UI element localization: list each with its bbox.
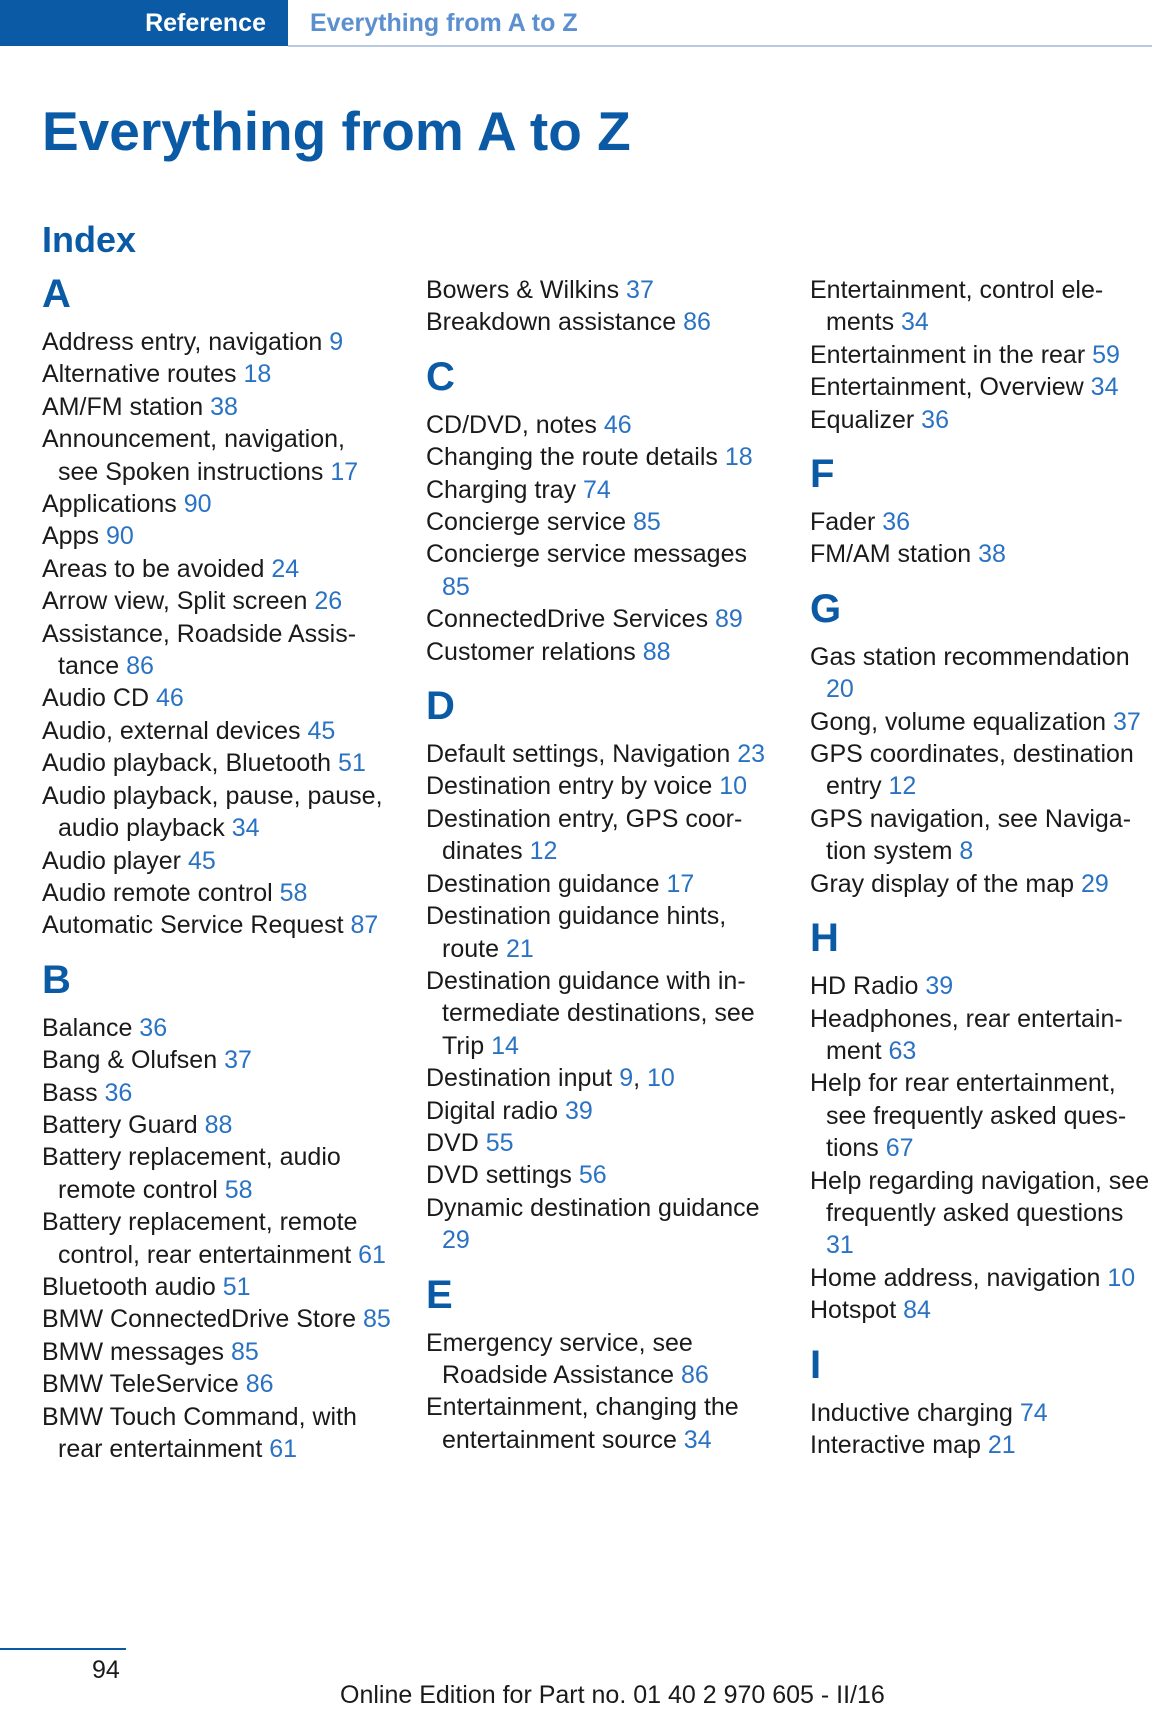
index-entry-text: GPS navigation, see Navigation system (810, 804, 1132, 866)
index-entry (42, 488, 392, 520)
index-entry-text: Equalizer (810, 405, 922, 434)
index-entry (810, 538, 1150, 570)
index-entry-text: Interactive map (810, 1430, 988, 1459)
index-entry (810, 803, 1150, 868)
page-ref-link[interactable]: 37 (1112, 707, 1141, 736)
index-entry (426, 474, 776, 506)
page-ref-link[interactable]: 89 (715, 605, 743, 634)
index-entry-text: BMW ConnectedDrive Store (42, 1305, 363, 1334)
page-ref-link[interactable]: 37 (626, 276, 654, 304)
index-entry-text: Entertainment, Overview (810, 373, 1091, 402)
index-entry-text: Alternative routes (42, 360, 244, 389)
index-entry (42, 326, 392, 358)
index-entry-text: Destination guidance hints, route (426, 902, 727, 963)
page-ref-link[interactable]: 61 (358, 1240, 386, 1269)
page-ref-link[interactable]: 85 (362, 1305, 391, 1334)
index-entry-text: Balance (42, 1013, 140, 1042)
index-entry-text: Bang & Olufsen (42, 1046, 225, 1075)
index-entry-text: Digital radio (426, 1096, 565, 1125)
page-ref-link[interactable]: 21 (987, 1430, 1016, 1459)
page-ref-link[interactable]: 51 (222, 1272, 251, 1301)
index-entry: Destination input 9, 10 (426, 1064, 675, 1093)
index-entry (42, 1141, 392, 1206)
index-entry-text: Destination entry, GPS coordinates (426, 804, 743, 866)
index-entry-text: Assistance, Roadside Assistance (42, 619, 357, 681)
index-entry-text: Battery replacement, audio remote control (42, 1143, 341, 1204)
index-entry-text: Areas to be avoided (42, 554, 272, 583)
page-ref-link[interactable]: 17 (330, 457, 359, 486)
index-entry-text: Gray display of the map (810, 869, 1081, 898)
index-entry (426, 965, 776, 1062)
index-entry (42, 877, 392, 909)
index-entry (42, 1303, 392, 1335)
page-ref-link[interactable]: 21 (505, 934, 534, 963)
index-entry-text: Address entry, navigation (42, 328, 330, 356)
page-ref-link[interactable]: 56 (578, 1161, 607, 1190)
index-entry-text: BMW Touch Command, with rear entertainment (42, 1402, 357, 1463)
index-letter-c: C (426, 354, 455, 399)
index-entry (42, 1368, 392, 1400)
index-entry (810, 339, 1150, 371)
index-entry-text: Customer relations (426, 637, 643, 666)
index-entry-text: Applications (42, 490, 184, 519)
index-entry (810, 970, 1150, 1002)
index-entry-text: Audio, external devices (42, 716, 308, 745)
index-entry-text: Hotspot (810, 1296, 904, 1325)
tab-current-section[interactable]: Everything from A to Z (310, 8, 578, 37)
page-ref-link[interactable]: 58 (224, 1175, 253, 1204)
page-ref-link[interactable]: 87 (350, 911, 379, 940)
index-entry-text: AM/FM station (42, 392, 211, 421)
index-entry-text: Automatic Service Request (42, 911, 351, 940)
index-entry (42, 1109, 392, 1141)
index-entry-text: Gong, volume equalization (810, 707, 1113, 736)
index-letter-h: H (810, 916, 839, 961)
index-letter-i: I (810, 1342, 822, 1387)
index-column-2 (426, 274, 776, 1456)
page-ref-link[interactable]: 10 (647, 1064, 675, 1093)
page-ref-link[interactable]: 38 (978, 540, 1006, 569)
page-ref-link[interactable]: 26 (314, 587, 343, 616)
index-entry (42, 1077, 392, 1109)
index-entry (42, 618, 392, 683)
index-entry (810, 404, 1150, 436)
page-ref-link[interactable]: 29 (1080, 869, 1109, 898)
page-ref-link[interactable]: 18 (243, 360, 272, 389)
index-entry-text: HD Radio (810, 972, 926, 1001)
page-ref-link[interactable]: 46 (603, 410, 632, 439)
index-entry-text: Audio CD (42, 684, 156, 713)
page-ref-link[interactable]: 90 (105, 522, 134, 551)
index-entry-text: Inductive charging (810, 1398, 1020, 1427)
index-letter-d: D (426, 684, 455, 729)
index-entry (426, 1095, 776, 1127)
index-entry-text: Entertainment in the rear (810, 340, 1093, 369)
index-entry-text: Help for rear entertainment, see frequently asked questions (810, 1069, 1127, 1163)
page-title: Everything from A to Z (42, 100, 631, 162)
index-entry-text: Destination input (426, 1064, 620, 1093)
index-entry-text: Bluetooth audio (42, 1272, 223, 1301)
index-entry (42, 1012, 392, 1044)
index-entry (810, 506, 1150, 538)
index-entry (810, 371, 1150, 403)
index-entry (426, 274, 776, 306)
page-ref-link[interactable]: 24 (271, 554, 300, 583)
index-entry (42, 1044, 392, 1076)
page-ref-link[interactable]: 86 (126, 652, 154, 681)
page-ref-link[interactable]: 12 (529, 837, 558, 866)
page-number: 94 (92, 1656, 120, 1684)
index-entry (42, 391, 392, 423)
index-entry-text: BMW messages (42, 1337, 231, 1366)
index-entry (426, 441, 776, 473)
index-entry-text: Battery replacement, remote control, rear entertainment (42, 1208, 359, 1269)
index-entry-text: CD/DVD, notes (426, 410, 604, 439)
index-entry-text: Home address, navigation (810, 1263, 1108, 1292)
index-letter-f: F (810, 452, 835, 497)
page-ref-link[interactable]: 39 (564, 1096, 593, 1125)
index-entry (42, 553, 392, 585)
page-ref-link[interactable]: 74 (583, 475, 611, 504)
index-entry (42, 358, 392, 390)
index-entry-text: Entertainment, changing the entertainment source (426, 1393, 739, 1454)
index-entry (42, 1336, 392, 1368)
page-ref-link[interactable]: 31 (826, 1231, 854, 1260)
page-ref-link[interactable]: 86 (245, 1370, 274, 1399)
index-column-3 (810, 274, 1150, 1461)
index-entry (426, 868, 776, 900)
index-entry-text: Default settings, Navigation (426, 740, 738, 769)
index-entry-text: BMW TeleService (42, 1370, 246, 1399)
tab-reference[interactable]: Reference (0, 0, 288, 46)
index-entry-text: Help regarding navigation, see frequently asked questions (810, 1166, 1150, 1227)
page-ref-link[interactable]: 34 (683, 1425, 712, 1454)
index-entry (42, 909, 392, 941)
page-ref-link[interactable]: 59 (1092, 340, 1120, 369)
index-entry (810, 706, 1150, 738)
index-entry (42, 747, 392, 779)
footer-divider (0, 1648, 126, 1650)
page-ref-link[interactable]: 14 (491, 1031, 519, 1060)
page-ref-link[interactable]: 63 (888, 1036, 917, 1065)
index-entry (42, 1271, 392, 1303)
index-entry-text: DVD settings (426, 1161, 579, 1190)
index-entry (426, 603, 776, 635)
index-entry (810, 641, 1150, 706)
index-entry (426, 636, 776, 668)
index-entry (810, 1397, 1150, 1429)
page-ref-link[interactable]: 39 (925, 972, 954, 1001)
index-entry-text: Breakdown assistance (426, 308, 684, 337)
page-ref-link[interactable]: 12 (888, 772, 917, 801)
page-ref-link[interactable]: 36 (139, 1013, 168, 1042)
index-entry (426, 900, 776, 965)
index-entry-text: FM/AM station (810, 540, 979, 569)
page-ref-link[interactable]: 86 (683, 308, 711, 337)
index-entry-text: Audio remote control (42, 878, 280, 907)
index-heading: Index (42, 219, 137, 260)
page-ref-link[interactable]: 29 (442, 1226, 470, 1255)
index-entry (426, 1159, 776, 1191)
index-entry (426, 803, 776, 868)
page-ref-link[interactable]: 85 (230, 1337, 259, 1366)
index-entry (426, 1391, 776, 1456)
page-ref-link[interactable]: 67 (885, 1134, 914, 1163)
page-ref-link[interactable]: 51 (338, 749, 366, 778)
page-ref-link[interactable]: 36 (882, 508, 911, 537)
page-ref-link[interactable]: 10 (719, 772, 748, 801)
index-entry-text: ConnectedDrive Services (426, 605, 716, 634)
page-ref-link[interactable]: 10 (1107, 1263, 1136, 1292)
page-ref-link[interactable]: 34 (1090, 373, 1119, 402)
index-entry (42, 423, 392, 488)
index-entry-text: Arrow view, Split screen (42, 587, 315, 616)
index-column-1 (42, 274, 392, 1465)
page-ref-link[interactable]: 9 (329, 328, 344, 356)
page-ref-link[interactable]: 85 (633, 508, 661, 537)
index-entry (426, 1327, 776, 1392)
index-entry-text: Destination entry by voice (426, 772, 720, 801)
index-entry (426, 770, 776, 802)
page-ref-link[interactable]: 85 (442, 572, 470, 601)
page-ref-link[interactable]: 37 (224, 1046, 252, 1075)
index-entry (426, 538, 776, 603)
page-ref-link[interactable]: 90 (183, 490, 212, 519)
index-entry-text: Destination guidance with intermediate destinations, see Trip (426, 966, 755, 1060)
index-entry (810, 1429, 1150, 1461)
index-entry (426, 1127, 776, 1159)
index-entry-text: Charging tray (426, 475, 584, 504)
index-entry-text: Concierge service messages (426, 540, 747, 569)
page-ref-link[interactable]: 88 (642, 637, 671, 666)
index-entry-text: Entertainment, control elements (810, 276, 1104, 337)
page-ref-link[interactable]: 45 (307, 716, 336, 745)
page-ref-link[interactable]: 84 (903, 1296, 931, 1325)
index-entry (810, 1067, 1150, 1164)
index-letter-b: B (42, 957, 71, 1002)
index-entry (810, 1003, 1150, 1068)
index-entry (810, 274, 1150, 339)
index-entry (42, 1206, 392, 1271)
index-entry-text: Bass (42, 1078, 105, 1107)
index-entry (426, 1192, 776, 1257)
index-entry-text: Bowers & Wilkins (426, 276, 627, 304)
page-ref-link[interactable]: 34 (901, 308, 929, 337)
index-entry-text: Announcement, navigation, see Spoken instructions (42, 425, 345, 486)
index-entry (42, 780, 392, 845)
page-ref-link[interactable]: 38 (210, 392, 238, 421)
index-entry (810, 738, 1150, 803)
index-entry-text: Dynamic destination guidance (426, 1193, 760, 1222)
index-entry-text: Destination guidance (426, 869, 667, 898)
index-entry (810, 1294, 1150, 1326)
index-entry-text: Audio player (42, 846, 188, 875)
page-ref-link[interactable]: 58 (279, 878, 308, 907)
index-entry (42, 715, 392, 747)
index-entry (42, 1401, 392, 1466)
page-ref-link[interactable]: 86 (681, 1360, 709, 1389)
page-ref-link[interactable]: 61 (269, 1435, 298, 1463)
index-entry-text: Emergency service, see Roadside Assistance (426, 1328, 693, 1389)
page-ref-link[interactable]: 45 (187, 846, 216, 875)
index-entry (42, 585, 392, 617)
index-entry-text: GPS coordinates, destination entry (810, 740, 1134, 801)
page-ref-link[interactable]: 36 (921, 405, 949, 434)
index-entry (810, 1262, 1150, 1294)
page-ref-link[interactable]: 34 (231, 814, 260, 843)
page-ref-link[interactable]: 17 (666, 869, 695, 898)
page-ref-link[interactable]: 18 (724, 443, 753, 472)
index-letter-g: G (810, 586, 842, 631)
edition-note: Online Edition for Part no. 01 40 2 970 605 - II/16 (340, 1681, 885, 1709)
index-letter-a: A (42, 272, 71, 316)
index-entry-text: Gas station recommendation (810, 642, 1130, 671)
index-entry-text: Headphones, rear entertainment (810, 1004, 1123, 1065)
top-bar (0, 0, 1152, 48)
index-entry-text: Battery Guard (42, 1110, 205, 1139)
index-entry (426, 506, 776, 538)
index-entry-text: Fader (810, 508, 883, 537)
index-entry-text: DVD (426, 1128, 486, 1157)
page-ref-link[interactable]: 36 (104, 1078, 133, 1107)
header-divider (288, 45, 1152, 47)
index-entry (426, 738, 776, 770)
page-ref-link[interactable]: 46 (155, 684, 184, 713)
index-entry (42, 520, 392, 552)
index-letter-e: E (426, 1272, 453, 1317)
page-ref-link[interactable]: 20 (826, 675, 854, 704)
page-ref-link[interactable]: 74 (1019, 1398, 1048, 1427)
index-entry (426, 409, 776, 441)
index-entry (42, 845, 392, 877)
page-ref-link[interactable]: 8 (959, 837, 974, 866)
index-entry (426, 306, 776, 338)
index-entry-text: Audio playback, pause, pause, audio playback (42, 781, 383, 843)
page-ref-link[interactable]: 23 (737, 740, 766, 769)
page-ref-link[interactable]: 55 (485, 1128, 514, 1157)
page-ref-link[interactable]: 88 (204, 1110, 233, 1139)
index-entry-text: Concierge service (426, 508, 634, 537)
index-entry-text: Changing the route details (426, 443, 725, 472)
index-entry (810, 1165, 1150, 1262)
index-entry (810, 868, 1150, 900)
page-ref-link[interactable]: 9 (619, 1064, 634, 1093)
index-entry-text: Audio playback, Bluetooth (42, 749, 339, 778)
index-entry (42, 682, 392, 714)
index-entry-text: Apps (42, 522, 106, 551)
